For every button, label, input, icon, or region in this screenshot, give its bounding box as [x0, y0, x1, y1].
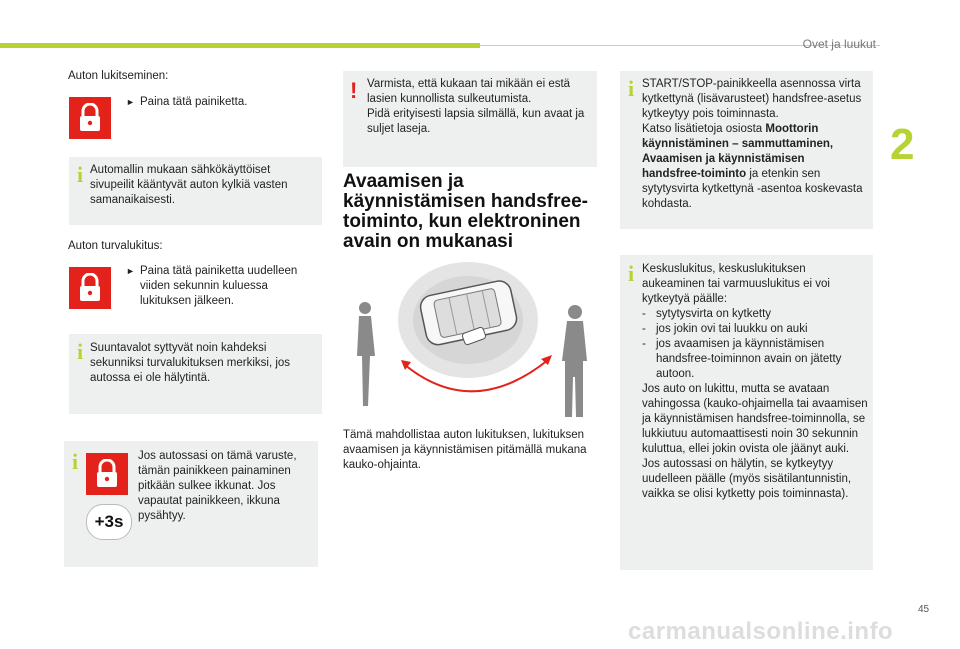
timer-label: +3s	[94, 512, 124, 531]
info-box-central-locking	[620, 255, 873, 570]
warning-text: Varmista, että kukaan tai mikään ei estä lasien kunnollista sulkeutumista. Pidä erityisesti lapsia silmällä, kun avaat ja suljet laseja.	[367, 78, 585, 135]
list-item: - jos jokin ovi tai luukku on auki	[642, 323, 808, 335]
heading-line-3: toiminto, kun elektroninen	[343, 211, 581, 232]
warning-box	[343, 71, 597, 167]
info-box-startstop	[620, 71, 873, 229]
header-accent-bar	[0, 43, 480, 48]
info-icon: i	[77, 339, 84, 364]
page-number: 45	[918, 604, 930, 615]
deadlock-text: Paina tätä painiketta uudelleen viiden sekunnin kuluessa lukituksen jälkeen.	[140, 265, 298, 307]
info-startstop-text	[642, 77, 866, 212]
person-right-icon	[562, 305, 587, 417]
startstop-text-part2: ja etenkin sen sytytysvirta kytkettynä -asentoa koskevasta kohdasta.	[642, 168, 863, 210]
handsfree-illustration	[343, 260, 597, 420]
info-icon: i	[72, 449, 79, 474]
list-item-text: jos avaamisen ja käynnistämisen handsfree-toiminnon avain on jätetty autoon.	[656, 338, 842, 380]
deadlock-button-icon	[69, 267, 111, 309]
central-locking-relock: Jos auto on lukittu, mutta se avataan vahingossa (kauko-ohjaimella tai avaamisen ja käynnistämisen handsfree-toiminnolla, se lukkiutuu automaattisesti noin 30 sekunnin kuluttua, ellei jokin ovista ole jäänyt auki.	[642, 383, 868, 455]
timer-badge	[86, 504, 132, 540]
info-central-locking-text	[642, 262, 868, 502]
press-button-text: Paina tätä painiketta.	[140, 96, 248, 108]
info-box-mirrors	[69, 157, 322, 225]
list-item: - jos avaamisen ja käynnistämisen handsfree-toiminnon avain on jätetty autoon.	[642, 337, 868, 382]
deadlock-instruction: ► Paina tätä painiketta uudelleen viiden sekunnin kuluessa lukituksen jälkeen.	[126, 264, 316, 309]
illustration-caption: Tämä mahdollistaa auton lukituksen, lukituksen avaamisen ja käynnistämisen pitämällä mukana kauko-ohjainta.	[343, 429, 587, 471]
info-windows-text: Jos autossasi on tämä varuste, tämän painikkeen painaminen pitkään sulkee ikkunat. Jos vapautat painikkeen, ikkuna pysähtyy.	[138, 450, 297, 522]
list-item: - sytytysvirta on kytketty	[642, 308, 772, 320]
info-icon: i	[628, 76, 635, 101]
section-title: Ovet ja luukut	[802, 37, 876, 51]
lock-button-icon	[86, 453, 128, 495]
info-mirrors-text: Automallin mukaan sähkökäyttöiset sivupeilit kääntyvät auton kylkiä vasten samanaikaisesti.	[90, 164, 288, 206]
person-left-icon	[357, 302, 375, 406]
info-indicators-text: Suuntavalot syttyvät noin kahdeksi sekunniksi turvalukituksen merkiksi, jos autossa ei ole hälytintä.	[90, 342, 291, 384]
info-box-indicators	[69, 334, 322, 414]
central-locking-alarm: Jos autossasi on hälytin, se kytkeytyy uudelleen päälle (myös sisätilantunnistin, vaikka se olisi kytketty pois toiminnasta).	[642, 458, 852, 500]
press-button-instruction: ► Paina tätä painiketta.	[126, 96, 248, 108]
info-icon: i	[77, 162, 84, 187]
central-locking-intro: Keskuslukitus, keskuslukituksen aukeaminen tai varmuuslukitus ei voi kytkeytyä päälle:	[642, 263, 830, 305]
lock-button-icon	[69, 97, 111, 139]
info-box-windows	[64, 441, 318, 567]
info-icon: i	[628, 261, 635, 286]
heading-line-1: Avaamisen ja	[343, 171, 464, 192]
startstop-link-text: Moottorin käynnistäminen – sammuttaminen, Avaamisen ja käynnistämisen handsfree-toiminto	[642, 123, 834, 180]
deadlock-heading: Auton turvalukitus:	[68, 240, 163, 252]
chapter-number: 2	[890, 120, 915, 169]
section-heading	[343, 172, 603, 252]
warning-icon: !	[350, 78, 358, 103]
locking-heading: Auton lukitseminen:	[68, 70, 169, 82]
startstop-text-part1: START/STOP-painikkeella asennossa virta kytkettynä (lisävarusteet) handsfree-asetus kytkeytyy pois toiminnasta. Katso lisätietoja osiosta	[642, 78, 862, 135]
list-item-text: sytytysvirta on kytketty	[656, 308, 772, 320]
heading-line-2: käynnistämisen handsfree-	[343, 191, 588, 212]
heading-line-4: avain on mukanasi	[343, 231, 514, 252]
list-item-text: jos jokin ovi tai luukku on auki	[656, 323, 808, 335]
watermark: carmanualsonline.info	[628, 618, 894, 645]
